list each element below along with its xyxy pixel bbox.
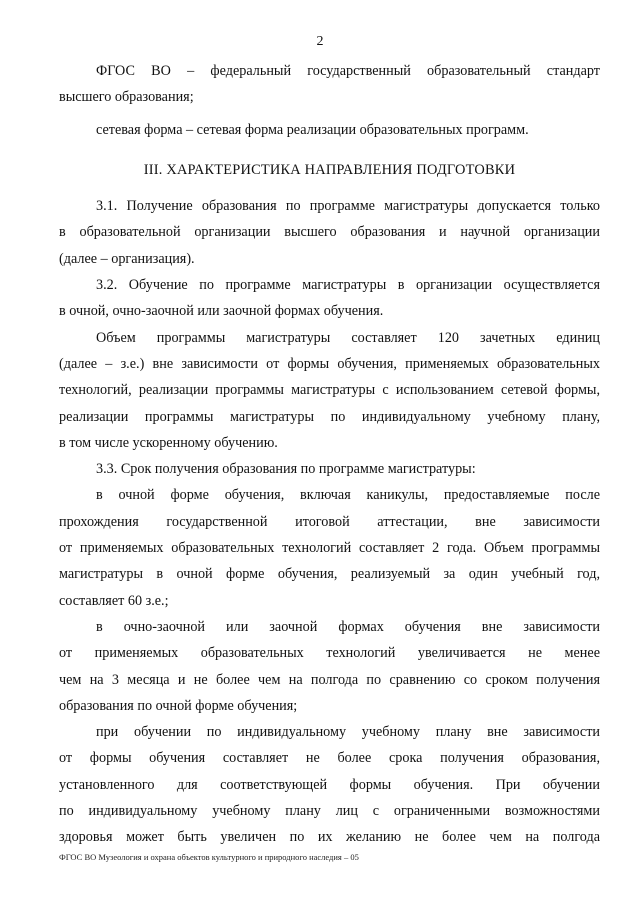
text-line: сетевая форма – сетевая форма реализации образовательных программ. <box>96 121 529 138</box>
text-line: в образовательной организации высшего образования и научной организации <box>59 224 600 241</box>
text-line: от формы обучения составляет не более срока получения образования, <box>59 750 600 767</box>
text-line: технологий, реализации программы магистратуры с использованием сетевой формы, <box>59 382 600 399</box>
paragraph-part-time <box>59 614 600 719</box>
text-line: при обучении по индивидуальному учебному плану вне зависимости <box>96 724 600 741</box>
paragraph-3-3 <box>59 456 600 482</box>
text-line: ФГОС ВО – федеральный государственный образовательный стандарт <box>96 63 600 79</box>
definition-network <box>59 117 600 143</box>
paragraph-volume <box>59 325 600 456</box>
text-line: Объем программы магистратуры составляет 120 зачетных единиц <box>96 329 600 346</box>
paragraph-3-2 <box>59 272 600 325</box>
text-line: установленного для соответствующей формы обучения. При обучении <box>59 776 600 793</box>
document-body <box>59 58 600 851</box>
definition-fgos <box>59 58 600 111</box>
text-line: здоровья может быть увеличен по их желанию не более чем на полгода <box>59 829 600 846</box>
paragraph-3-1 <box>59 193 600 272</box>
text-line: в очно-заочной или заочной формах обучения вне зависимости <box>96 618 600 635</box>
paragraph-individual <box>59 719 600 850</box>
paragraph-full-time <box>59 482 600 613</box>
text-line: прохождения государственной итоговой аттестации, вне зависимости <box>59 513 600 530</box>
text-line: (далее – з.е.) вне зависимости от формы обучения, применяемых образовательных <box>59 355 600 372</box>
text-line: в очной, очно-заочной или заочной формах обучения. <box>59 303 384 320</box>
text-line: 3.2. Обучение по программе магистратуры в организации осуществляется <box>96 277 600 294</box>
text-line: в очной форме обучения, включая каникулы, предоставляемые после <box>96 487 600 504</box>
page-footer: ФГОС ВО Музеология и охрана объектов культурного и природного наследия – 05 <box>59 852 359 862</box>
text-line: образования по очной форме обучения; <box>59 697 298 714</box>
text-line: от применяемых образовательных технологий увеличивается не менее <box>59 645 600 662</box>
text-line: (далее – организация). <box>59 250 195 267</box>
page-number: 2 <box>316 34 324 49</box>
text-line: составляет 60 з.е.; <box>59 592 169 609</box>
text-line: 3.3. Срок получения образования по программе магистратуры: <box>96 461 476 478</box>
text-line: по индивидуальному учебному плану лиц с ограниченными возможностями <box>59 803 600 820</box>
section-heading: III. ХАРАКТЕРИСТИКА НАПРАВЛЕНИЯ ПОДГОТОВКИ <box>143 161 516 178</box>
text-line: в том числе ускоренному обучению. <box>59 434 278 451</box>
text-line: от применяемых образовательных технологий составляет 2 года. Объем программы <box>59 540 600 557</box>
text-line: чем на 3 месяца и не более чем на полгода по сравнению со сроком получения <box>59 671 600 688</box>
text-line: реализации программы магистратуры по индивидуальному учебному плану, <box>59 408 600 425</box>
text-line: магистратуры в очной форме обучения, реализуемый за один учебный год, <box>59 566 600 583</box>
text-line: высшего образования; <box>59 89 194 106</box>
text-line: 3.1. Получение образования по программе магистратуры допускается только <box>96 198 600 215</box>
